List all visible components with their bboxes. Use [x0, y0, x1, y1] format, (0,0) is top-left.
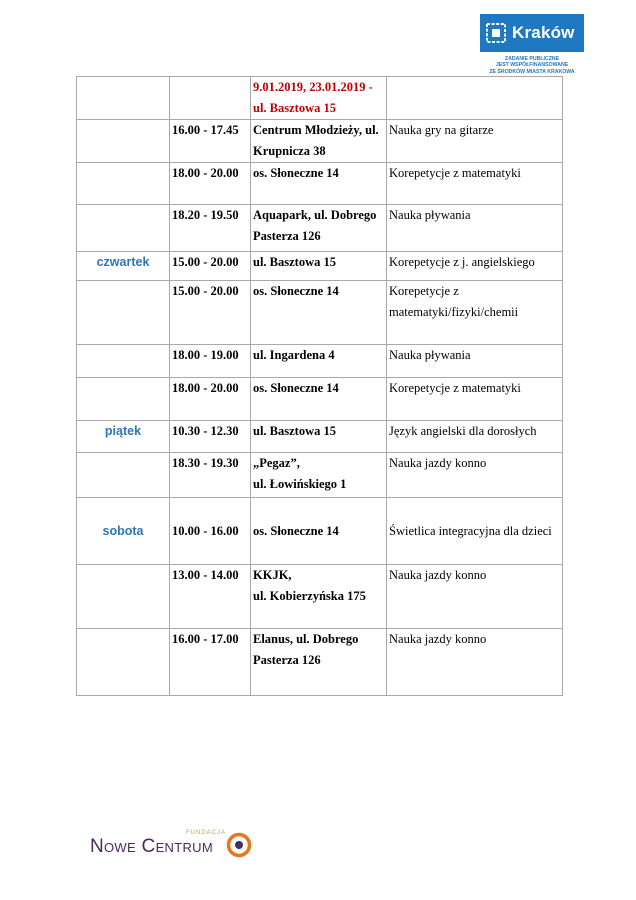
day-cell: [77, 565, 170, 629]
activity-cell: [387, 378, 563, 421]
activity-line: Nauka gry na gitarze: [389, 123, 494, 137]
time-cell: 10.00 - 16.00: [170, 498, 251, 565]
time-cell: 15.00 - 20.00: [170, 281, 251, 345]
place-line: ul. Kobierzyńska 175: [253, 589, 366, 603]
activity-cell: [387, 205, 563, 252]
place-line: Centrum Młodzieży, ul.: [253, 123, 379, 137]
place-line: ul. Basztowa 15: [253, 424, 336, 438]
krakow-badge: [480, 14, 584, 52]
place-line: Pasterza 126: [253, 653, 321, 667]
day-cell: [77, 120, 170, 163]
place-cell: [251, 453, 387, 498]
table-row: [77, 453, 563, 498]
activity-cell: [387, 345, 563, 378]
krakow-name: Kraków: [512, 23, 575, 42]
day-cell: [77, 281, 170, 345]
place-line: os. Słoneczne 14: [253, 166, 339, 180]
day-cell: [77, 378, 170, 421]
activity-cell: [387, 120, 563, 163]
day-cell: piątek: [77, 421, 170, 453]
schedule-table: [76, 76, 563, 696]
activity-line: Korepetycje z j. angielskiego: [389, 255, 535, 269]
activity-cell: [387, 281, 563, 345]
nowe-centrum-logo: [90, 830, 260, 864]
activity-cell: [387, 629, 563, 696]
activity-cell: [387, 77, 563, 120]
time-cell: 13.00 - 14.00: [170, 565, 251, 629]
activity-cell: [387, 565, 563, 629]
krakow-note-line: JEST WSPÓŁFINANSOWANE: [495, 62, 569, 69]
day-cell: sobota: [77, 498, 170, 565]
table-row: [77, 120, 563, 163]
place-cell: [251, 378, 387, 421]
place-cell: [251, 252, 387, 281]
day-cell: [77, 629, 170, 696]
time-cell: 18.30 - 19.30: [170, 453, 251, 498]
activity-line: Nauka jazdy konno: [389, 568, 487, 582]
krakow-logo: [480, 14, 590, 75]
activity-line: Świetlica integracyjna dla dzieci: [389, 523, 552, 538]
activity-cell: [387, 163, 563, 205]
place-cell: [251, 205, 387, 252]
table-row: [77, 77, 563, 120]
target-ring-icon: [226, 832, 252, 858]
place-cell: [251, 77, 387, 120]
day-cell: [77, 205, 170, 252]
place-line: ul. Basztowa 15: [253, 101, 336, 115]
place-line: ul. Basztowa 15: [253, 255, 336, 269]
table-row: [77, 421, 563, 453]
day-cell: [77, 345, 170, 378]
place-line: Krupnicza 38: [253, 144, 326, 158]
activity-line: Nauka pływania: [389, 348, 471, 362]
day-cell: [77, 77, 170, 120]
activity-cell: [387, 252, 563, 281]
place-cell: [251, 629, 387, 696]
activity-cell: [387, 453, 563, 498]
time-cell: 16.00 - 17.00: [170, 629, 251, 696]
activity-cell: [387, 498, 563, 565]
activity-line: Korepetycje z: [389, 284, 459, 298]
table-row: [77, 281, 563, 345]
table-row: [77, 565, 563, 629]
place-line: ul. Ingardena 4: [253, 348, 335, 362]
krakow-funding-note: [480, 56, 584, 75]
time-cell: 18.00 - 20.00: [170, 163, 251, 205]
activity-line: Nauka pływania: [389, 208, 471, 222]
time-cell: 10.30 - 12.30: [170, 421, 251, 453]
place-cell: [251, 345, 387, 378]
place-line: os. Słoneczne 14: [253, 381, 339, 395]
place-line: os. Słoneczne 14: [253, 523, 339, 538]
place-cell: [251, 163, 387, 205]
place-line: „Pegaz”,: [253, 456, 300, 470]
day-cell: czwartek: [77, 252, 170, 281]
time-cell: 18.00 - 20.00: [170, 378, 251, 421]
activity-line: Korepetycje z matematyki: [389, 166, 521, 180]
time-cell: 18.20 - 19.50: [170, 205, 251, 252]
foundation-label: FUNDACJA: [186, 830, 227, 836]
time-cell: [170, 77, 251, 120]
day-cell: [77, 453, 170, 498]
activity-line: Nauka jazdy konno: [389, 632, 487, 646]
table-row: [77, 345, 563, 378]
time-cell: 16.00 - 17.45: [170, 120, 251, 163]
place-cell: [251, 498, 387, 565]
place-cell: [251, 120, 387, 163]
time-cell: 15.00 - 20.00: [170, 252, 251, 281]
place-cell: [251, 565, 387, 629]
krakow-note-line: ZE ŚRODKÓW MIASTA KRAKOWA: [489, 68, 575, 75]
table-row: [77, 252, 563, 281]
table-row: [77, 629, 563, 696]
place-line: Pasterza 126: [253, 229, 321, 243]
day-cell: [77, 163, 170, 205]
place-line: ul. Łowińskiego 1: [253, 477, 347, 491]
place-line: KKJK,: [253, 568, 292, 582]
krakow-note-line: ZADANIE PUBLICZNE: [504, 56, 560, 62]
table-row: [77, 378, 563, 421]
krakow-emblem-icon: [486, 23, 506, 43]
activity-line: Nauka jazdy konno: [389, 456, 487, 470]
place-line: os. Słoneczne 14: [253, 284, 339, 298]
place-line: Aquapark, ul. Dobrego: [253, 208, 377, 222]
foundation-name: Nowe Centrum: [90, 836, 213, 857]
activity-line: Język angielski dla dorosłych: [389, 424, 537, 438]
activity-line: Korepetycje z matematyki: [389, 381, 521, 395]
activity-cell: [387, 421, 563, 453]
table-row: [77, 163, 563, 205]
place-line: Elanus, ul. Dobrego: [253, 632, 359, 646]
place-line: 9.01.2019, 23.01.2019 -: [253, 80, 373, 94]
time-cell: 18.00 - 19.00: [170, 345, 251, 378]
table-row: [77, 498, 563, 565]
table-row: [77, 205, 563, 252]
activity-line: matematyki/fizyki/chemii: [389, 305, 519, 319]
place-cell: [251, 421, 387, 453]
place-cell: [251, 281, 387, 345]
